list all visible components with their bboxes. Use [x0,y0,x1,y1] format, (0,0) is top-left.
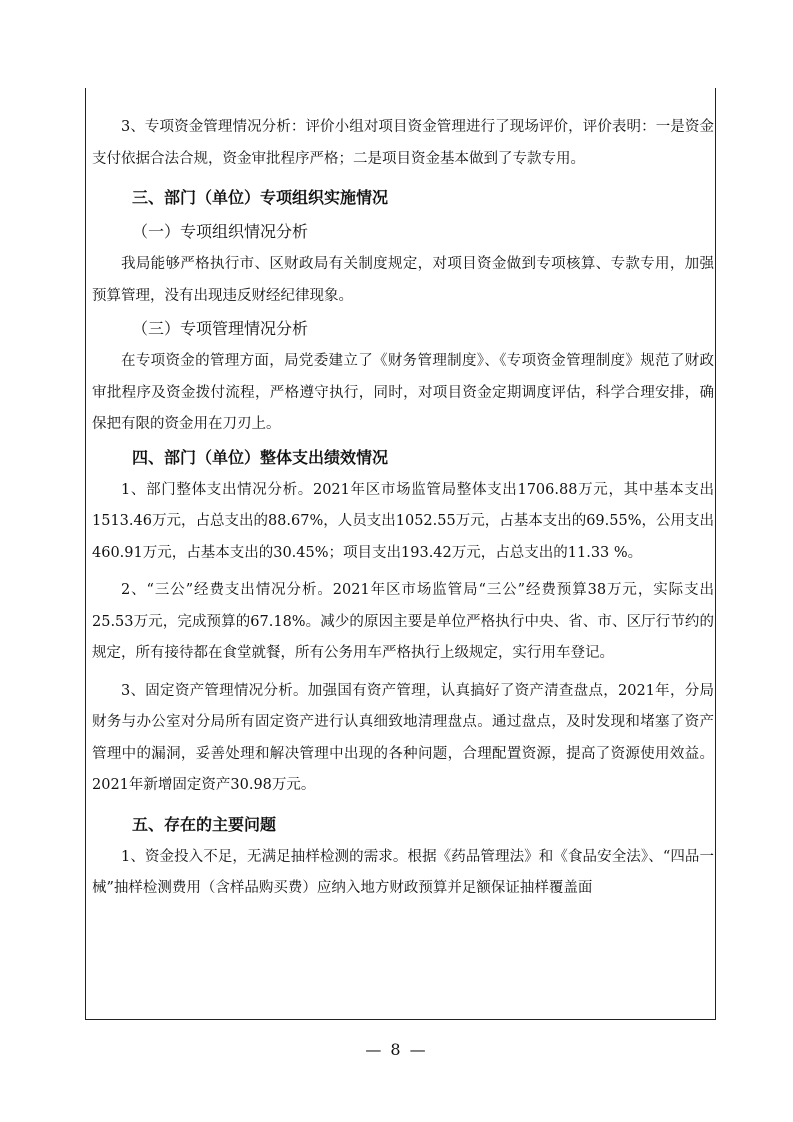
page-number: — 8 — [365,1040,428,1059]
section-heading-4: 四、部门（单位）整体支出绩效情况 [132,447,389,467]
paragraph-organization: 我局能够严格执行市、区财政局有关制度规定，对项目资金做到专项核算、专款专用，加强预算管理，没有出现违反财经纪律现象。 [92,256,714,304]
paragraph-fixed-assets: 3、固定资产管理情况分析。加强国有资产管理，认真搞好了资产清查盘点，2021年，分局财务与办公室对分局所有固定资产进行认真细致地清理盘点。通过盘点，及时发现和堵塞了资产管理中的漏洞，妥善处理和解决管理中出现的各种问题，合理配置资源，提高了资源使用效益。 2021年新增固定资产30.98万元。 [92,682,714,793]
subheading-organization: （一）专项组织情况分析 [132,222,309,241]
paragraph-three-public-expenses: 2、“三公”经费支出情况分析。2021年区市场监管局“三公”经费预算38万元，实际支出25.53万元，完成预算的67.18%。减少的原因主要是单位严格执行中央、省、市、区厅行节约的规定，所有接待都在食堂就餐，所有公务用车严格执行上级规定，实行用车登记。 [92,582,714,661]
subheading-management: （三）专项管理情况分析 [132,319,309,338]
paragraph-fund-management: 3、专项资金管理情况分析：评价小组对项目资金管理进行了现场评价，评价表明：一是资金支付依据合法合规，资金审批程序严格；二是项目资金基本做到了专款专用。 [92,119,714,167]
document-body [92,112,714,905]
section-heading-3: 三、部门（单位）专项组织实施情况 [132,188,389,207]
paragraph-management: 在专项资金的管理方面，局党委建立了《财务管理制度》、《专项资金管理制度》规范了财政审批程序及资金拨付流程，严格遵守执行，同时，对项目资金定期调度评估，科学合理安排，确保把有限的资金用在刀刃上。 [92,353,714,432]
paragraph-overall-expenditure: 1、部门整体支出情况分析。2021年区市场监管局整体支出1706.88万元，其中基本支出1513.46万元，占总支出的88.67%，人员支出1052.55万元，占基本支出的69.55%，公用支出460.91万元，占基本支出的30.45%；项目支出193.42万元，占总支出的11.33 %。 [92,481,714,561]
paragraph-main-problems: 1、资金投入不足，无满足抽样检测的需求。根据《药品管理法》和《食品安全法》、“四品一械”抽样检测费用（含样品购买费）应纳入地方财政预算并足额保证抽样覆盖面 [92,848,714,896]
section-heading-5: 五、存在的主要问题 [132,814,277,834]
